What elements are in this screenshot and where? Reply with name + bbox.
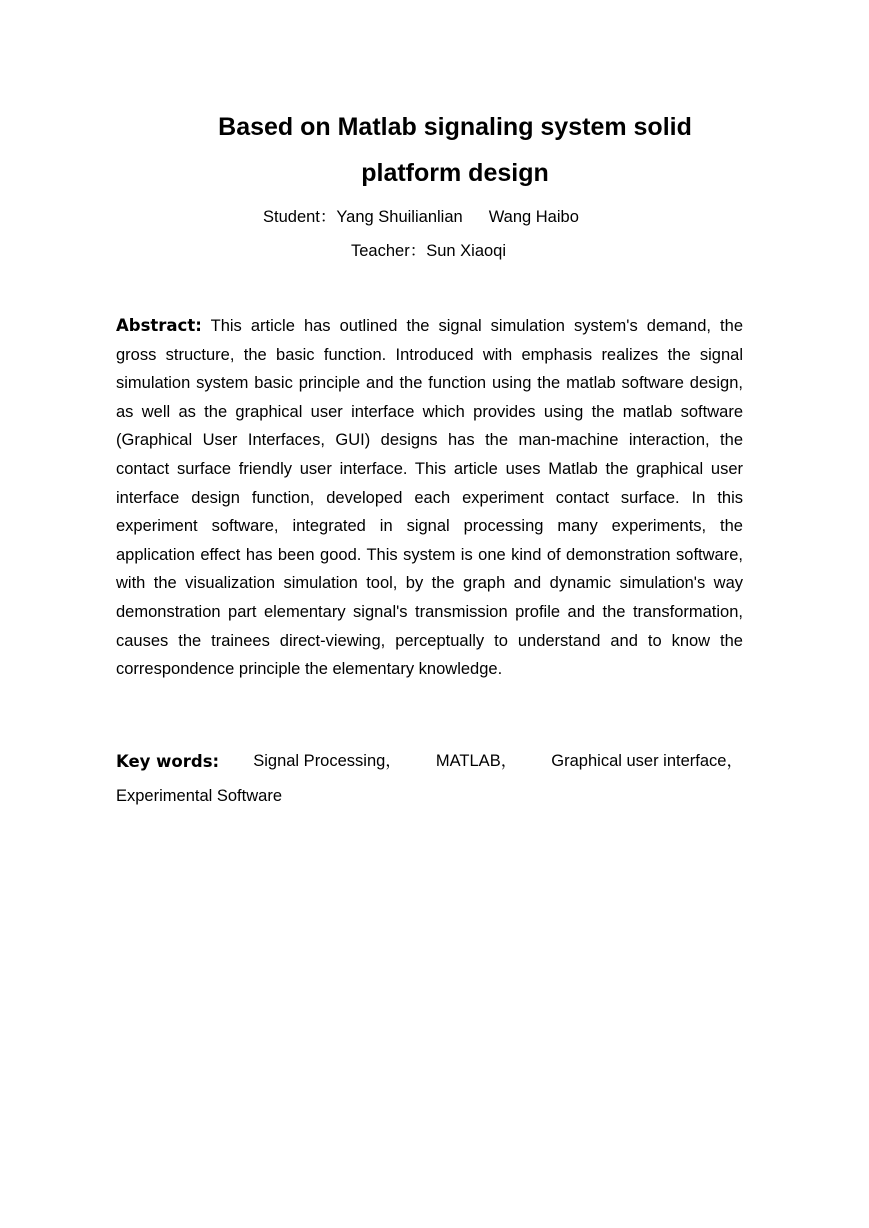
teacher-name: Sun Xiaoqi — [426, 242, 507, 260]
keyword-item: Graphical user interface， — [551, 752, 743, 770]
keywords-label: Key words: — [116, 752, 220, 771]
keywords-row — [116, 744, 743, 779]
keywords-row-2 — [116, 779, 743, 814]
student-name-2: Wang Haibo — [488, 208, 579, 226]
keywords-section — [116, 744, 743, 814]
abstract-text: This article has outlined the signal simulation system's demand, the gross structure, the basic function. Introduced with emphasis realizes the signal simulation system basic principle and the function using the matlab software design, as well as the graphical user interface which provides using the matlab software (Graphical User Interfaces, GUI) designs has the man-machine interaction, the contact surface friendly user interface. This article uses Matlab the graphical user interface design function, developed each experiment contact surface. In this experiment software, integrated in signal processing many experiments, the application effect has been good. This system is one kind of demonstration software, with the visualization simulation tool, by the graph and dynamic simulation's way demonstration part elementary signal's transmission profile and the transformation, causes the trainees direct-viewing, perceptually to understand and to know the correspondence principle the elementary knowledge. — [116, 317, 743, 679]
title-line-1: Based on Matlab signaling system solid — [218, 113, 692, 141]
student-label: Student： — [263, 208, 337, 226]
abstract-label: Abstract: — [116, 316, 202, 335]
teacher-label: Teacher： — [351, 242, 427, 260]
student-name-1: Yang Shuilianlian — [336, 208, 463, 226]
keyword-item: Signal Processing， — [253, 752, 402, 770]
paper-title — [180, 104, 730, 196]
keyword-item: Experimental Software — [116, 787, 282, 805]
abstract-paragraph — [116, 312, 743, 684]
title-line-2: platform design — [361, 159, 549, 187]
keyword-item: MATLAB， — [435, 752, 518, 770]
